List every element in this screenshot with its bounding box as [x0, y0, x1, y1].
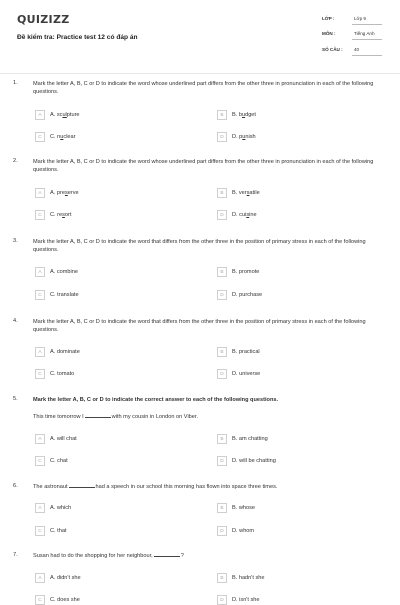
option-letter-box: B	[217, 188, 227, 198]
question-number: 3.	[13, 238, 18, 244]
question-text: The astronaut had a speech in our school this morning has flown into space three times.	[33, 484, 278, 490]
question-text: Mark the letter A, B, C or D to indicate the word whose underlined part differs from the other three in pronunciation in each of the following questions.	[33, 81, 374, 95]
option-text: B. practical	[232, 349, 260, 355]
option-text: A. sculpture	[50, 112, 80, 118]
question-number: 7.	[13, 552, 18, 558]
quizizz-logo: QUIZIZZ	[17, 13, 70, 26]
option-letter-box: B	[217, 267, 227, 277]
option-text: C. nuclear	[50, 134, 76, 140]
option-letter-box: A	[35, 573, 45, 583]
question-text: Mark the letter A, B, C or D to indicate the word that differs from the other three in the position of primary stress in each of the following questions.	[33, 319, 366, 333]
question-text: Mark the letter A, B, C or D to indicate the word whose underlined part differs from the other three in pronunciation in each of the following questions.	[33, 159, 374, 173]
option-text: B. versatile	[232, 190, 260, 196]
count-underline	[352, 55, 382, 56]
option-text: D. punish	[232, 134, 256, 140]
option-letter-box: B	[217, 347, 227, 357]
option-text: D. universe	[232, 371, 261, 377]
option-letter-box: A	[35, 503, 45, 513]
subject-label: MÔN :	[322, 31, 336, 36]
option-letter-box: C	[35, 132, 45, 142]
test-title: Đề kiểm tra: Practice test 12 có đáp án	[17, 34, 138, 41]
option-letter-box: D	[217, 132, 227, 142]
option-letter-box: D	[217, 369, 227, 379]
option-text: B. hadn't she	[232, 575, 265, 581]
option-text: D. whom	[232, 528, 255, 534]
option-text: B. am chatting	[232, 436, 268, 442]
option-letter-box: A	[35, 347, 45, 357]
worksheet-header	[0, 0, 400, 62]
subject-underline	[352, 39, 382, 40]
option-letter-box: A	[35, 188, 45, 198]
answer-blank	[154, 556, 180, 557]
option-letter-box: C	[35, 595, 45, 605]
question-number: 5.	[13, 396, 18, 402]
option-letter-box: D	[217, 595, 227, 605]
option-letter-box: A	[35, 267, 45, 277]
option-text: D. isn't she	[232, 597, 260, 603]
subject-value: Tiếng Anh	[354, 31, 375, 36]
option-letter-box: C	[35, 210, 45, 220]
option-text: A. dominate	[50, 349, 80, 355]
question-count-label: SỐ CÂU :	[322, 47, 343, 52]
option-text: D. purchase	[232, 292, 263, 298]
option-text: C. chat	[50, 458, 68, 464]
option-letter-box: A	[35, 434, 45, 444]
answer-blank	[85, 417, 111, 418]
option-letter-box: D	[217, 290, 227, 300]
class-label: LỚP :	[322, 16, 335, 21]
option-text: A. combine	[50, 269, 78, 275]
option-letter-box: B	[217, 434, 227, 444]
option-text: C. does she	[50, 597, 80, 603]
option-text: D. cuisine	[232, 212, 257, 218]
option-letter-box: D	[217, 456, 227, 466]
question-number: 4.	[13, 318, 18, 324]
question-number: 2.	[13, 158, 18, 164]
question-text: Mark the letter A, B, C or D to indicate the word that differs from the other three in the position of primary stress in each of the following questions.	[33, 239, 366, 253]
option-letter-box: B	[217, 503, 227, 513]
question-number: 1.	[13, 80, 18, 86]
class-value: Lớp 9	[354, 16, 366, 21]
answer-blank	[69, 487, 95, 488]
option-text: C. resort	[50, 212, 72, 218]
option-letter-box: D	[217, 210, 227, 220]
option-text: A. which	[50, 505, 72, 511]
header-divider	[0, 73, 400, 74]
option-letter-box: C	[35, 456, 45, 466]
option-letter-box: B	[217, 110, 227, 120]
option-letter-box: B	[217, 573, 227, 583]
option-text: C. tomato	[50, 371, 75, 377]
question-text: Mark the letter A, B, C or D to indicate the correct answer to each of the following questions.	[33, 397, 279, 403]
option-text: B. promote	[232, 269, 260, 275]
option-text: A. will chat	[50, 436, 77, 442]
option-letter-box: C	[35, 369, 45, 379]
option-text: C. translate	[50, 292, 79, 298]
option-text: A. preserve	[50, 190, 79, 196]
question-text: Susan had to do the shopping for her neighbour, ?	[33, 553, 184, 559]
option-letter-box: C	[35, 526, 45, 536]
option-text: D. will be chatting	[232, 458, 276, 464]
option-text: A. didn't she	[50, 575, 81, 581]
question-count-value: 40	[354, 47, 360, 52]
question-number: 6.	[13, 483, 18, 489]
option-letter-box: A	[35, 110, 45, 120]
option-letter-box: C	[35, 290, 45, 300]
class-underline	[352, 24, 382, 25]
option-text: B. budget	[232, 112, 256, 118]
option-text: B. whose	[232, 505, 256, 511]
question-sentence: This time tomorrow I with my cousin in London on Viber.	[33, 414, 199, 420]
option-text: C. that	[50, 528, 67, 534]
option-letter-box: D	[217, 526, 227, 536]
